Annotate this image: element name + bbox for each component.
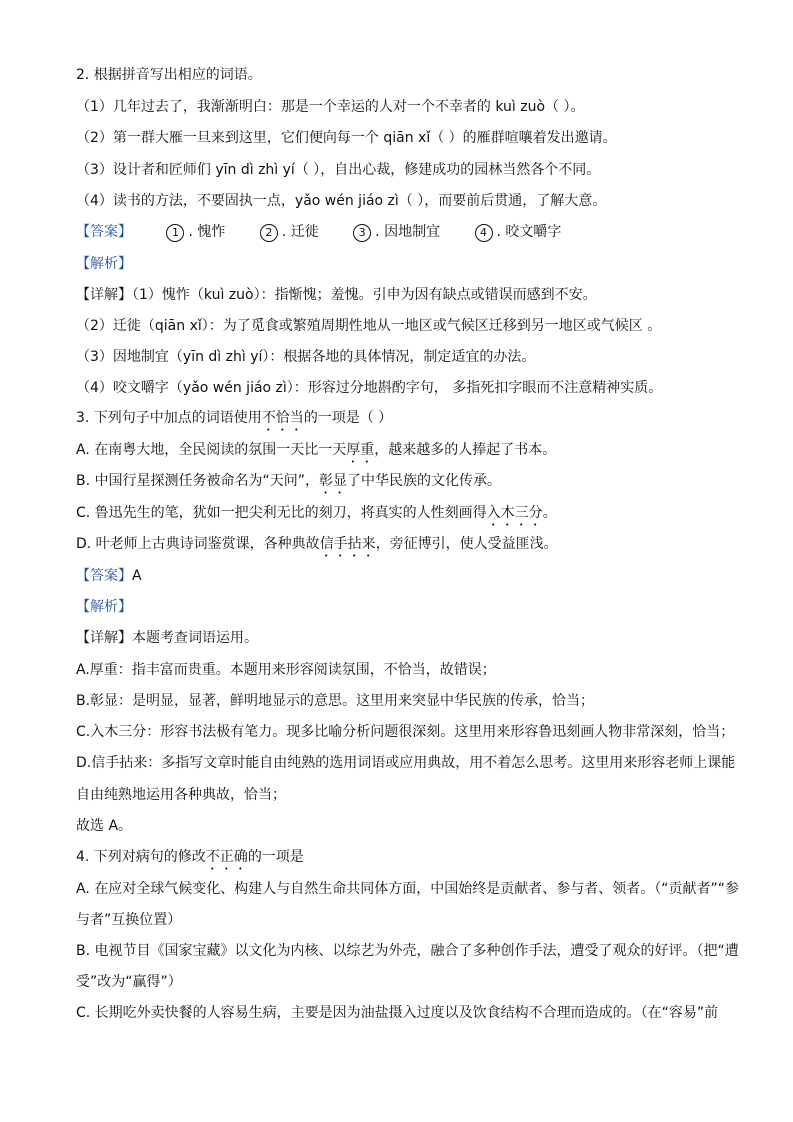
question-4-option-c-line-1: C. 长期吃外卖快餐的人容易生病，主要是因为油盐摄入过度以及饮食结构不合理而造成的。（在“容易”前 [76,1005,719,1021]
question-2-detail-2: （2）迁徙（qiān xǐ）：为了觅食或繁殖周期性地从一地区或气候区迁移到另一地区或气候区 。 [76,318,662,334]
question-2-answer-line [0,222,793,242]
question-3-stem [0,408,793,434]
question-3-option-c [0,503,793,529]
answer-text-1: . 愧怍 [188,224,226,240]
answer-text-3: . 因地制宜 [375,224,441,240]
question-2-item-1: （1）几年过去了，我渐渐明白：那是一个幸运的人对一个不幸者的 kuì zuò（ ）。 [76,99,585,115]
analysis-tag: 【解析】 [76,256,132,272]
option-text: C. 鲁迅先生的笔，犹如一把尖利无比的刻刀，将真实的人性刻画得 [76,505,487,521]
answer-tag: 【答案】 [76,224,132,240]
question-3-answer-line [0,566,793,586]
emphasized-word: 彰显 [319,473,348,489]
emphasized-word: 不恰当 [261,410,304,426]
option-text: 。 [542,505,557,521]
question-2-detail-4: （4）咬文嚼字（yǎo wén jiáo zì）：形容过分地斟酌字句， 多指死扣字眼而不注意精神实质。 [76,380,663,396]
answer-text-4: . 咬文嚼字 [496,224,562,240]
answer-number-1: 1 [166,224,184,242]
answer-tag: 【答案】 [76,568,132,584]
question-2-item-2: （2）第一群大雁一旦来到这里，它们便向每一个 qiān xǐ（ ）的雁群喧嚷着发出邀请。 [76,130,617,146]
answer-number-4: 4 [475,224,493,242]
emphasized-word: 入木三分 [486,505,543,521]
question-3-detail-1: 【详解】本题考查词语运用。 [76,630,258,646]
stem-text: 3. 下列句子中加点的词语使用 [76,410,262,426]
question-2-item-4: （4）读书的方法，不要固执一点，yǎo wén jiáo zì（ ），而要前后贯通，了解大意。 [76,193,607,209]
question-3-detail-4: C.入木三分：形容书法极有笔力。现多比喻分析问题很深刻。这里用来形容鲁迅刻画人物非常深刻，恰当； [76,724,735,740]
question-2-detail-3: （3）因地制宜（yīn dì zhì yí）：根据各地的具体情况，制定适宜的办法。 [76,349,536,365]
question-3-option-a [0,440,793,466]
question-3-detail-5: D.信手拈来：多指写文章时能自由纯熟的选用词语或应用典故，用不着怎么思考。这里用来形容老师上课能 [76,755,736,771]
option-text: ，越来越多的人捧起了书本。 [374,442,557,458]
question-2-stem: 2. 根据拼音写出相应的词语。 [76,67,262,83]
question-3-option-b [0,471,793,497]
answer-value: A [132,568,142,584]
answer-number-3: 3 [353,224,371,242]
stem-text: 的一项是（ ） [303,410,393,426]
question-3-option-d [0,534,793,560]
question-4-option-b-line-1: B. 电视节目《国家宝藏》以文化为内核、以综艺为外壳，融合了多种创作手法，遭受了观众的好评。（把“遭 [76,943,739,959]
option-text: D. 叶老师上古典诗词鉴赏课，各种典故 [76,536,320,552]
analysis-tag: 【解析】 [76,599,132,615]
question-3-detail-2: A.厚重：指丰富而贵重。本题用来形容阅读氛围，不恰当，故错误； [76,662,496,678]
question-3-detail-6: 自由纯熟地运用各种典故，恰当； [76,787,286,803]
option-text: ，旁征博引，使人受益匪浅。 [375,536,558,552]
emphasized-word: 信手拈来 [319,536,376,552]
question-4-option-a-line-2: 与者”互换位置） [76,912,182,928]
stem-text: 4. 下列对病句的修改 [76,849,206,865]
answer-number-2: 2 [260,224,278,242]
option-text: B. 中国行星探测任务被命名为“天问”， [76,473,320,489]
question-3-conclusion: 故选 A。 [76,818,133,834]
question-2-detail-1: 【详解】（1）愧怍（kuì zuò）：指惭愧；羞愧。引申为因有缺点或错误而感到不安。 [76,287,597,303]
answer-text-2: . 迁徙 [281,224,319,240]
emphasized-word: 不正确 [205,849,248,865]
option-text: A. 在南粤大地，全民阅读的氛围一天比一天 [76,442,347,458]
question-4-option-a-line-1: A. 在应对全球气候变化、构建人与自然生命共同体方面，中国始终是贡献者、参与者、领者。（“贡献者”“参 [76,881,739,897]
question-2-item-3: （3）设计者和匠师们 yīn dì zhì yí（ ），自出心裁，修建成功的园林当然各个不同。 [76,162,601,178]
question-3-detail-3: B.彰显：是明显，显著，鲜明地显示的意思。这里用来突显中华民族的传承，恰当； [76,693,595,709]
question-4-stem [0,847,793,873]
option-text: 了中华民族的文化传承。 [347,473,502,489]
emphasized-word: 厚重 [346,442,375,458]
stem-text: 的一项是 [247,849,304,865]
question-4-option-b-line-2: 受”改为“赢得”） [76,974,182,990]
